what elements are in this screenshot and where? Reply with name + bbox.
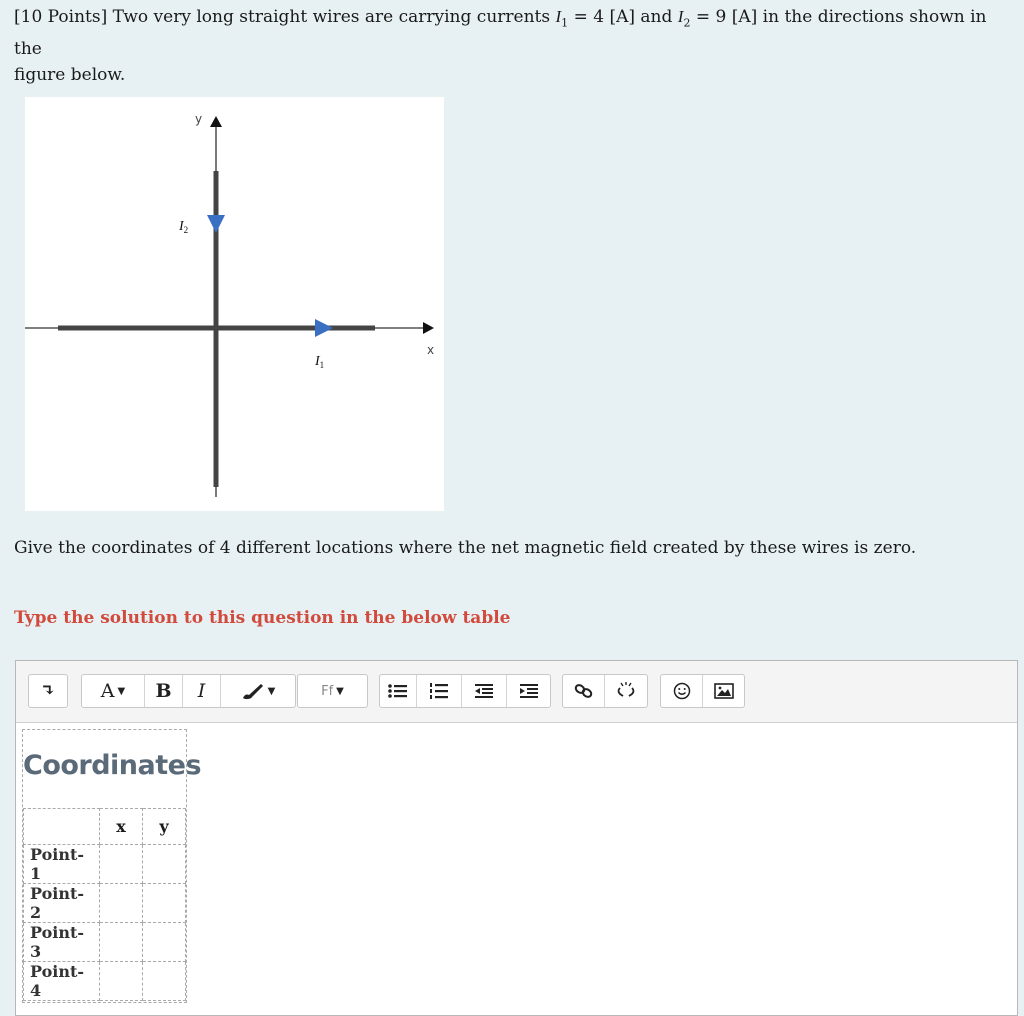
i2-label: $I_2$ [179, 219, 189, 235]
editor-toolbar [16, 661, 1017, 723]
point-label[interactable]: Point-2 [24, 884, 100, 923]
y-cell[interactable] [143, 962, 186, 1001]
font-color-button[interactable] [82, 675, 145, 707]
editor-content[interactable] [22, 729, 202, 1003]
i1-label: $I_1$ [315, 354, 325, 370]
table-header-y[interactable]: y [143, 809, 186, 845]
image-icon [714, 683, 734, 699]
expand-icon[interactable]: ↴ [40, 681, 56, 701]
instruction-text: Type the solution to this question in the below table [14, 608, 511, 628]
x-cell[interactable] [100, 845, 143, 884]
y-cell[interactable] [143, 845, 186, 884]
toolbar-group-expand [28, 674, 68, 708]
chevron-down-icon: ▼ [336, 685, 344, 697]
x-cell[interactable] [100, 884, 143, 923]
link-button[interactable] [563, 675, 605, 707]
font-color-icon: A [100, 680, 115, 702]
font-family-button[interactable] [298, 675, 367, 707]
bold-icon: B [155, 680, 172, 702]
numbered-list-icon [429, 682, 449, 700]
coordinates-title: Coordinates [23, 750, 202, 781]
font-family-icon: Ff [321, 683, 334, 699]
indent-button[interactable] [507, 675, 550, 707]
point-label[interactable]: Point-4 [24, 962, 100, 1001]
outdent-button[interactable] [462, 675, 507, 707]
x-cell[interactable] [100, 962, 143, 1001]
wire-diagram [25, 97, 444, 511]
brush-button[interactable] [221, 675, 295, 707]
emoji-button[interactable] [661, 675, 703, 707]
brush-icon [241, 682, 265, 700]
table-row [24, 923, 186, 962]
link-icon [574, 683, 594, 699]
table-row [24, 845, 186, 884]
coordinates-table [23, 808, 186, 1001]
y-cell[interactable] [143, 923, 186, 962]
toolbar-group-lists [379, 674, 551, 708]
table-header-row [24, 809, 186, 845]
prompt-text: Give the coordinates of 4 different locations where the net magnetic field created by these wires is zero. [14, 538, 917, 558]
bold-button[interactable] [145, 675, 183, 707]
unlink-button[interactable] [605, 675, 647, 707]
chevron-down-icon: ▼ [117, 685, 126, 697]
toolbar-group-links [562, 674, 648, 708]
toolbar-group-font [297, 674, 368, 708]
y-axis-arrow-icon [210, 116, 222, 127]
indent-icon [519, 683, 539, 699]
x-axis-arrow-icon [423, 322, 434, 334]
y-axis-label: y [195, 112, 203, 126]
table-header-x[interactable]: x [100, 809, 143, 845]
x-cell[interactable] [100, 923, 143, 962]
current-i2-arrow-icon [207, 215, 225, 233]
x-axis-label: x [427, 343, 435, 357]
table-header-cell[interactable] [24, 809, 100, 845]
bullet-list-button[interactable] [380, 675, 417, 707]
rich-text-editor[interactable] [15, 660, 1018, 1016]
italic-icon: I [197, 680, 206, 702]
current-i1-arrow-icon [315, 319, 333, 337]
table-row [24, 962, 186, 1001]
bullet-list-icon [388, 683, 408, 699]
image-button[interactable] [703, 675, 744, 707]
outdent-icon [474, 683, 494, 699]
unlink-icon [616, 682, 636, 700]
chevron-down-icon: ▼ [267, 685, 276, 697]
toolbar-group-format [81, 674, 296, 708]
emoji-icon [673, 682, 691, 700]
wire-figure [25, 97, 444, 511]
numbered-list-button[interactable] [417, 675, 462, 707]
italic-button[interactable] [183, 675, 221, 707]
point-label[interactable]: Point-1 [24, 845, 100, 884]
question-text: [10 Points] Two very long straight wires are carrying currents $I_1 = 4$ [A] and $I_2 = 9$ [A] in the directions shown in the figure below. [14, 7, 987, 86]
y-cell[interactable] [143, 884, 186, 923]
toolbar-group-media [660, 674, 745, 708]
point-label[interactable]: Point-3 [24, 923, 100, 962]
table-row [24, 884, 186, 923]
